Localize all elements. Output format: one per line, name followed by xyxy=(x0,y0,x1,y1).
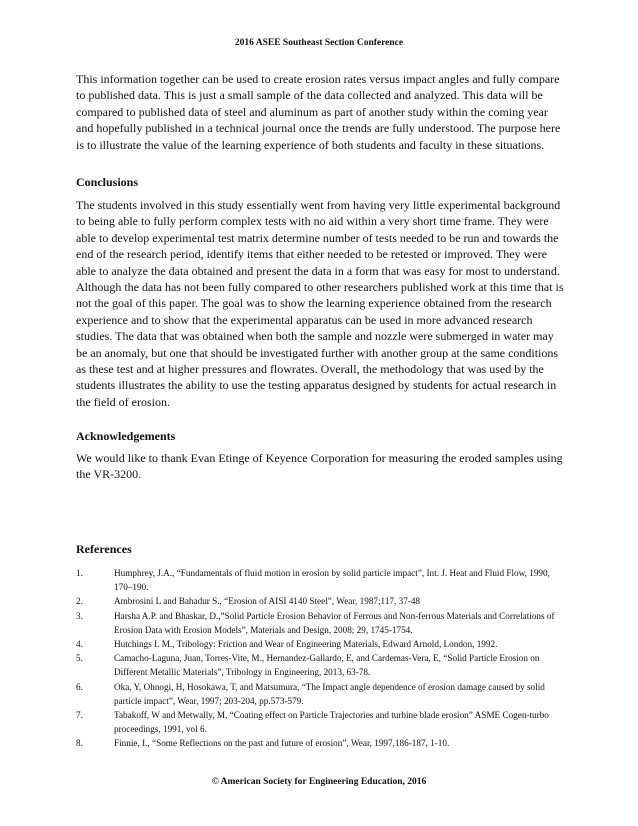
reference-text: Camacho-Laguna, Juan, Torres-Vite, M., Hernandez-Gallardo, E, and Cardemas-Vera, E, “Solid Particle Erosion on Different Metallic Materials”, Tribology in Engineering, 2013, 63-78. xyxy=(114,653,540,678)
acknowledgements-body xyxy=(76,450,568,483)
reference-item xyxy=(76,637,566,651)
reference-number: 2. xyxy=(76,596,83,607)
reference-text: Ambrosini L and Bahadur S., “Erosion of AISI 4140 Steel”, Wear, 1987;117, 37-48 xyxy=(114,596,421,607)
intro-section xyxy=(76,71,568,153)
reference-item xyxy=(76,651,566,679)
reference-number: 8. xyxy=(76,738,83,749)
references-list xyxy=(76,566,566,751)
references-heading: References xyxy=(76,542,132,556)
reference-text: Hutchings I. M., Tribology: Friction and Wear of Engineering Materials, Edward Arnold, London, 1992. xyxy=(114,639,498,650)
running-header: 2016 ASEE Southeast Section Conference xyxy=(234,38,404,48)
reference-number: 3. xyxy=(76,610,83,621)
reference-text: Tabakoff, W and Metwally, M, “Coating effect on Particle Trajectories and turbine blade erosion” ASME Cogen-turbo proceedings, 1991, vol 6. xyxy=(114,710,549,735)
reference-text: Harsha A.P. and Bhaskar, D.,”Solid Particle Erosion Behavior of Ferrous and Non-ferrous Materials and Correlations of Erosion Data with Erosion Models”, Materials and Design, 2008; 29, 1745-1754. xyxy=(114,610,555,635)
reference-item xyxy=(76,566,566,594)
reference-item xyxy=(76,708,566,736)
conclusions-body xyxy=(76,197,568,410)
reference-number: 4. xyxy=(76,639,83,650)
reference-number: 1. xyxy=(76,568,83,578)
reference-text: Oka, Y, Ohnogi, H, Hosokawa, T, and Matsumura, “The Impact angle dependence of erosion damage caused by solid particle impact”, Wear, 1997; 203-204, pp.573-579. xyxy=(114,681,545,706)
reference-item xyxy=(76,680,566,708)
copyright-footer: © American Society for Engineering Education, 2016 xyxy=(211,777,427,787)
intro-paragraph: This information together can be used to create erosion rates versus impact angles and fully compare to published data. This is just a small sample of the data collected and analyzed. This data will be compared to published data of steel and aluminum as part of another study within the coming year and hopefully published in a technical journal once the trends are fully understood. The purpose here is to illustrate the value of the learning experience of both students and faculty in these situations. xyxy=(76,72,561,152)
reference-text: Humphrey, J.A., “Fundamentals of fluid motion in erosion by solid particle impact”, Int. J. Heat and Fluid Flow, 1990, 170–190. xyxy=(114,568,550,593)
acknowledgements-heading: Acknowledgements xyxy=(76,429,176,443)
reference-number: 5. xyxy=(76,653,83,664)
acknowledgements-paragraph: We would like to thank Evan Etinge of Keyence Corporation for measuring the eroded samples using the VR-3200. xyxy=(76,451,563,482)
reference-item xyxy=(76,594,566,608)
conclusions-paragraph: The students involved in this study essentially went from having very little experimental background to being able to fully perform complex tests with no aid within a very short time frame. They were able to develop experimental test matrix determine number of tests needed to be run and towards the end of the research period, identify items that either needed to be retested or improved. They were able to analyze the data obtained and present the data in a form that was easy for most to understand. Although the data has not been fully compared to other researchers published work at this time that is not the goal of this paper. The goal was to show the learning experience obtained from the research experience and to show that the experimental apparatus can be used in more advanced research studies. The data that was obtained when both the sample and nozzle were submerged in water may be an anomaly, but one that should be investigated further with another group at the same conditions as these test and at higher pressures and flowrates. Overall, the methodology that was used by the students illustrates the ability to use the testing apparatus designed by students for actual research in the field of erosion. xyxy=(76,198,564,409)
conclusions-section xyxy=(76,175,568,190)
reference-number: 6. xyxy=(76,681,83,692)
conclusions-heading: Conclusions xyxy=(76,175,139,189)
acknowledgements-section xyxy=(76,429,568,444)
reference-item xyxy=(76,736,566,750)
references-heading-wrap xyxy=(76,542,568,557)
reference-text: Finnie, I., “Some Reflections on the past and future of erosion”, Wear, 1997,186-187, 1-10. xyxy=(114,738,450,749)
reference-number: 7. xyxy=(76,710,83,721)
reference-item xyxy=(76,609,566,637)
